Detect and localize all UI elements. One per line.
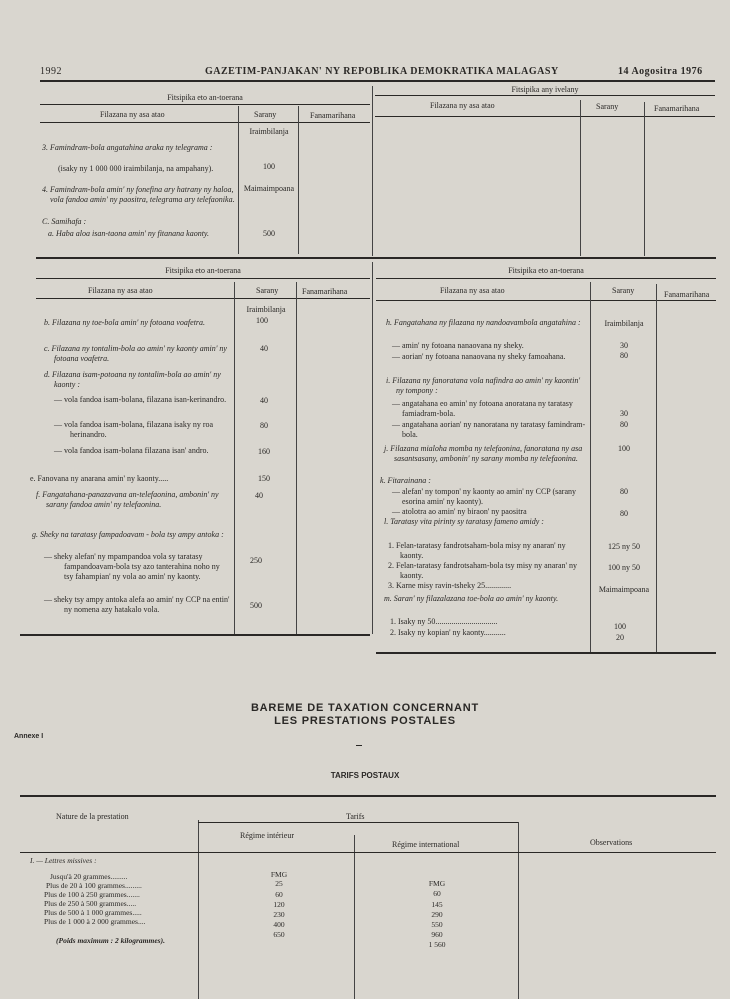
- main-right-row-j: j. Filazana mialoha momba ny telefaonina, fanoratana ny asa sasantsasany, ambonin' ny sarany momba ny telefaonina.: [384, 444, 583, 463]
- tarifs-row-2-label: Plus de 20 à 100 grammes.........: [46, 881, 142, 890]
- header-rule: [40, 80, 715, 82]
- main-right-row-i1: — angatahana eo amin' ny fotoana anoratana ny taratasy famiadram-bola.: [392, 399, 573, 418]
- main-right-row-h2-value: 80: [620, 351, 628, 360]
- tarifs-row-5-label: Plus de 500 à 1 000 grammes.....: [44, 908, 142, 917]
- main-col-filazana: Filazana ny asa atao: [88, 286, 153, 295]
- tarifs-tarifs-rule: [198, 822, 518, 823]
- main-left-row-g2: — sheky tsy ampy antoka alefa ao amin' ny CCP na entin' ny nomena azy hatakalo vola.: [44, 595, 230, 614]
- top-col-filazana: Filazana ny asa atao: [100, 110, 165, 119]
- tarifs-col-observations: Observations: [590, 838, 633, 847]
- main-right-row-i2: — angatahana aorian' ny nanoratana ny taratasy famindram-bola.: [392, 420, 586, 439]
- main-right-row-k1: — alefan' ny tompon' ny kaonty ao amin' ny CCP (sarany esorina amin' ny kaonty).: [392, 487, 576, 506]
- main-col-sarany: Sarany: [256, 286, 279, 295]
- main-right-row-k2-value: 80: [620, 509, 628, 518]
- top-left-caption: Fitsipika eto an-toerana: [167, 93, 243, 102]
- main-right-row-m2-value: 20: [616, 633, 624, 642]
- bareme-title-line1: BAREME DE TAXATION CONCERNANT: [250, 702, 480, 714]
- top-row-5-value: 500: [263, 229, 275, 238]
- tarifs-row-6-interieur: 650: [273, 930, 285, 939]
- top-divider-3: [580, 100, 581, 256]
- tarifs-international-currency: FMG: [428, 879, 446, 888]
- main-col-sarany-right: Sarany: [612, 286, 635, 295]
- main-right-row-m1-value: 100: [614, 622, 626, 631]
- main-divider-center: [372, 262, 373, 634]
- main-right-row-l2: 2. Felan-taratasy fandrotsaham-bola tsy misy ny anaran' ny kaonty.: [388, 561, 577, 580]
- main-left-row-e: e. Fanovana ny anarana amin' ny kaonty.....: [30, 474, 169, 483]
- tarifs-row-6-international: 1 560: [428, 940, 446, 949]
- tarifs-divider-2: [354, 835, 355, 999]
- main-left-row-g2-value: 500: [250, 601, 262, 610]
- tarifs-row-2-interieur: 60: [275, 890, 283, 899]
- main-right-row-k2: — atolotra ao amin' ny biraon' ny paositra: [392, 507, 527, 516]
- top-divider-1: [238, 106, 239, 254]
- issue-date: 14 Aogositra 1976: [618, 66, 703, 77]
- top-row-2-label: (isaky ny 1 000 000 iraimbilanja, na ampahany).: [58, 164, 214, 173]
- tarifs-row-5-interieur: 400: [273, 920, 285, 929]
- section-rule-2: [20, 634, 370, 636]
- main-divider-1: [234, 282, 235, 634]
- tarifs-row-4-interieur: 230: [273, 910, 285, 919]
- tarifs-row-6-label: Plus de 1 000 à 2 000 grammes....: [44, 917, 146, 926]
- main-left-row-b-value: 100: [256, 316, 268, 325]
- main-right-row-k1-value: 80: [620, 487, 628, 496]
- main-col-fanamarihana: Fanamarihana: [302, 287, 348, 296]
- main-right-row-m: m. Saran' ny filazalazana toe-bola ao amin' ny kaonty.: [384, 594, 559, 603]
- main-right-caption: Fitsipika eto an-toerana: [508, 266, 584, 275]
- tarifs-section-label: I. — Lettres missives :: [30, 856, 97, 865]
- main-right-row-i1-value: 30: [620, 409, 628, 418]
- annex-label: Annexe I: [14, 733, 44, 740]
- main-right-currency: Iraimbilanja: [604, 319, 644, 328]
- tarifs-row-4-international: 550: [431, 920, 443, 929]
- main-left-row-e-value: 150: [258, 474, 270, 483]
- tarifs-head-rule: [20, 852, 716, 853]
- main-head-rule: [36, 298, 370, 299]
- tarifs-top-rule: [20, 795, 716, 797]
- main-divider-2: [296, 282, 297, 634]
- main-left-row-b: b. Filazana ny toe-bola amin' ny fotoana voafetra.: [44, 318, 206, 327]
- main-right-row-l: l. Taratasy vita pirinty sy taratasy fameno amidy :: [384, 517, 544, 526]
- top-right-caption: Fitsipika any ivelany: [511, 85, 579, 94]
- main-right-row-j-value: 100: [618, 444, 630, 453]
- main-left-row-c: c. Filazana ny tontalim-bola ao amin' ny kaonty amin' ny fotoana voafetra.: [44, 344, 227, 363]
- main-right-row-h: h. Fangatahana ny filazana ny nandoavambola angatahina :: [386, 318, 581, 327]
- tarifs-col-international: Régime international: [392, 840, 460, 849]
- gazette-title: GAZETIM-PANJAKAN' NY REPOBLIKA DEMOKRATIKA MALAGASY: [205, 66, 559, 77]
- main-right-row-h1-value: 30: [620, 341, 628, 350]
- top-row-2-value: 100: [263, 162, 275, 171]
- section-rule-2-right: [376, 652, 716, 654]
- main-caption-rule: [36, 278, 370, 279]
- top-row-4-label: C. Samihafa :: [42, 217, 87, 226]
- top-head-rule-right: [375, 116, 715, 117]
- tarifs-row-3-interieur: 120: [273, 900, 285, 909]
- main-head-rule-right: [376, 300, 716, 301]
- top-row-3-value: Maimaimpoana: [243, 184, 295, 193]
- tarifs-footnote: (Poids maximum : 2 kilogrammes).: [56, 936, 165, 945]
- top-caption-rule-right: [375, 95, 715, 96]
- main-right-row-m1: 1. Isaky ny 50...............................: [390, 617, 498, 626]
- main-right-row-i2-value: 80: [620, 420, 628, 429]
- main-divider-3: [590, 282, 591, 652]
- tarifs-interieur-currency: FMG: [270, 870, 288, 879]
- main-left-row-d1: — vola fandoa isam-bolana, filazana isan-kerinandro.: [54, 395, 227, 404]
- main-left-row-g: g. Sheky na taratasy fampadoavam - bola tsy ampy antoka :: [32, 530, 224, 539]
- top-row-1-label: 3. Famindram-bola angatahina araka ny telegrama :: [42, 143, 213, 152]
- top-col-filazana-right: Filazana ny asa atao: [430, 101, 495, 110]
- main-left-row-g1: — sheky alefan' ny mpampandoa vola sy taratasy fampandoavam-bola tsy azo tanterahina noho ny tsy fahampian' ny vola ao amin' ny kaonty.: [44, 552, 220, 581]
- tarifs-row-2-international: 145: [431, 900, 443, 909]
- tarifs-divider-1: [198, 820, 199, 999]
- tarifs-row-3-international: 290: [431, 910, 443, 919]
- main-left-row-f-value: 40: [255, 491, 263, 500]
- main-right-row-l3: 3. Karne misy ravin-tsheky 25.............: [388, 581, 512, 590]
- top-row-5-label: a. Haba aloa isan-taona amin' ny fitanana kaonty.: [48, 229, 210, 238]
- tarifs-col-nature: Nature de la prestation: [56, 812, 129, 821]
- main-right-row-l1: 1. Felan-taratasy fandrotsaham-bola misy ny anaran' ny kaonty.: [388, 541, 566, 560]
- main-left-currency: Iraimbilanja: [246, 305, 286, 314]
- main-left-row-d2-value: 80: [260, 421, 268, 430]
- top-col-fanamarihana-right: Fanamarihana: [654, 104, 700, 113]
- main-left-caption: Fitsipika eto an-toerana: [165, 266, 241, 275]
- main-right-row-l3-value: Maimaimpoana: [598, 585, 650, 594]
- top-currency: Iraimbilanja: [249, 127, 289, 136]
- top-caption-rule: [40, 104, 370, 105]
- top-col-sarany: Sarany: [254, 110, 277, 119]
- tarifs-row-4-label: Plus de 250 à 500 grammes.....: [44, 899, 137, 908]
- main-left-row-d3-value: 160: [258, 447, 270, 456]
- section-rule-1: [36, 257, 716, 259]
- main-col-filazana-right: Filazana ny asa atao: [440, 286, 505, 295]
- tarifs-col-interieur: Régime intérieur: [240, 831, 294, 840]
- main-left-row-f: f. Fangatahana-panazavana an-telefaonina, ambonin' ny sarany fandoa amin' ny telefaonina.: [36, 490, 219, 509]
- top-row-3-label: 4. Famindram-bola amin' ny fonefina ary hatrany ny haloa, vola fandoa amin' ny paositra, telegrama ary telefaonika.: [42, 185, 235, 204]
- main-left-row-c-value: 40: [260, 344, 268, 353]
- main-right-row-i: i. Filazana ny fanoratana vola nafindra ao amin' ny kaontin' ny tompony :: [386, 376, 581, 395]
- main-right-row-l1-value: 125 ny 50: [608, 542, 640, 551]
- main-divider-4: [656, 284, 657, 652]
- tarifs-row-1-international: 60: [433, 889, 441, 898]
- page-number: 1992: [40, 66, 62, 77]
- main-right-row-m2: 2. Isaky ny kopian' ny kaonty...........: [390, 628, 506, 637]
- main-left-row-g1-value: 250: [250, 556, 262, 565]
- main-left-row-d: d. Filazana isam-potoana ny tontalim-bola ao amin' ny kaonty :: [44, 370, 221, 389]
- tarifs-subtitle: TARIFS POSTAUX: [330, 771, 400, 780]
- tarifs-row-5-international: 960: [431, 930, 443, 939]
- top-divider-4: [644, 102, 645, 256]
- tarifs-row-1-interieur: 25: [275, 879, 283, 888]
- main-right-row-l2-value: 100 ny 50: [608, 563, 640, 572]
- main-right-row-h2: — aorian' ny fotoana nanaovana ny sheky famoahana.: [392, 352, 566, 361]
- main-left-row-d1-value: 40: [260, 396, 268, 405]
- main-right-row-k: k. Fitarainana :: [380, 476, 431, 485]
- top-col-sarany-right: Sarany: [596, 102, 619, 111]
- tarifs-row-1-label: Jusqu'à 20 grammes.........: [50, 872, 128, 881]
- main-left-row-d2: — vola fandoa isam-bolana, filazana isaky ny roa herinandro.: [54, 420, 214, 439]
- tarifs-divider-3: [518, 822, 519, 999]
- main-left-row-d3: — vola fandoa isam-bolana filazana isan' andro.: [54, 446, 209, 455]
- top-divider-2: [298, 106, 299, 254]
- top-col-fanamarihana: Fanamarihana: [310, 111, 356, 120]
- main-caption-rule-right: [376, 278, 716, 279]
- top-divider-center: [372, 86, 373, 256]
- top-head-rule: [40, 122, 370, 123]
- tarifs-col-tarifs: Tarifs: [346, 812, 365, 821]
- main-col-fanamarihana-right: Fanamarihana: [664, 290, 710, 299]
- dash-mark: [356, 745, 362, 746]
- tarifs-row-3-label: Plus de 100 à 250 grammes.......: [44, 890, 140, 899]
- main-right-row-h1: — amin' ny fotoana nanaovana ny sheky.: [392, 341, 524, 350]
- bareme-title-line2: LES PRESTATIONS POSTALES: [274, 715, 456, 727]
